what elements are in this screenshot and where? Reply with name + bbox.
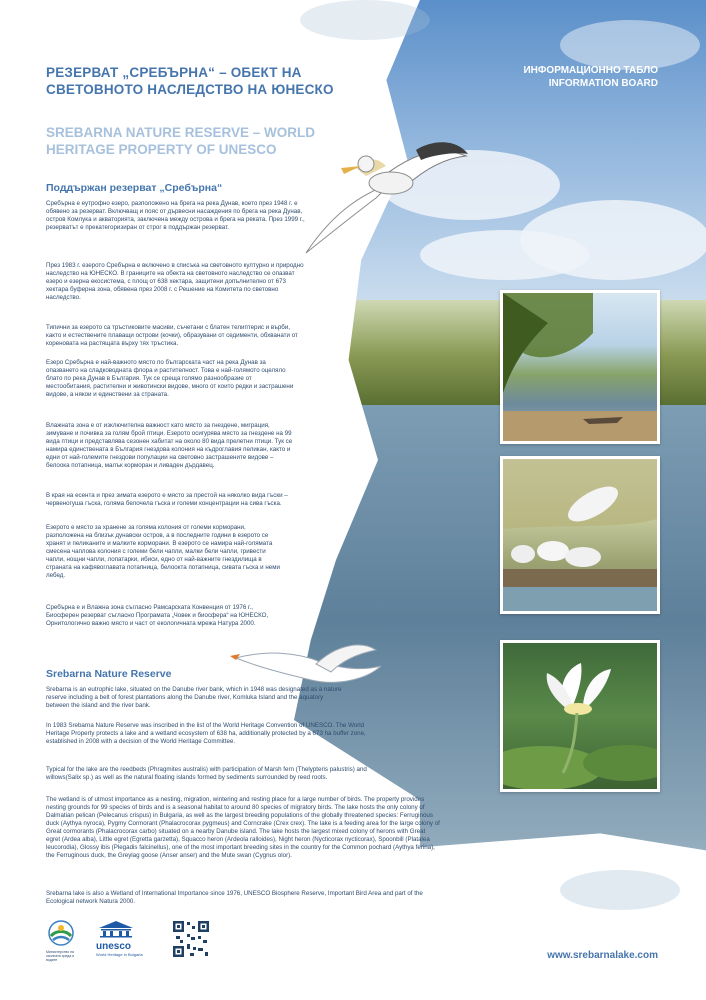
water-lily-drawing (503, 643, 657, 789)
website-url[interactable]: www.srebarnalake.com (547, 950, 658, 961)
en-paragraph: Srebarna lake is also a Wetland of International Importance since 1976, UNESCO Biosphere Reserve, Important Bird Area and part of the Ecological network Natura 2000. (46, 890, 423, 905)
ministry-emblem-icon (46, 920, 76, 946)
unesco-temple-icon (96, 920, 136, 938)
photo-lake-boat (500, 290, 660, 444)
ministry-label: Министерство на околната среда и водите (46, 950, 75, 962)
title-english: SREBARNA NATURE RESERVE – WORLD HERITAGE PROPERTY OF UNESCO (46, 125, 316, 157)
watercolor-splash (560, 870, 680, 910)
information-board-label (523, 64, 658, 90)
watercolor-splash (300, 0, 430, 40)
info-label-en: INFORMATION BOARD (548, 78, 658, 89)
cloud (560, 20, 700, 70)
bg-paragraph: В края на есента и през зимата езерото е място за престой на няколко вида гъски – червеногуша гъска, голяма белочела гъска и големи концентрации на сива гъска. (46, 492, 288, 507)
ministry-logo (46, 920, 86, 962)
bg-paragraph: Влажната зона е от изключителна важност като място за гнездене, миграция, зимуване и почивка за голям брой птици. Езерото осигурява място за гнездене на 99 вида птици и представлява сезонен хабитат на около 80 вида прелетни птици. Тук се намира единствената в България гнездова колония на къдроглавия пеликан, както и едни от най-големите гнездови популации на световно застрашените видове – белоока потапница, малък корморан и ливаден дърдавец. (46, 422, 293, 469)
pelicans-drawing (503, 459, 657, 611)
bg-paragraph: Сребърна е еутрофно езеро, разположено на брега на река Дунав, което през 1948 г. е обявено за резерват. Включващ и пояс от дървесни насаждения по брега на река Дунав, остров Комлука и акваторията, заключена между острова и брега на реката. През 1999 г., резерватът е прекатегоризиран от строг в поддържан резерват. (46, 200, 305, 231)
unesco-wordmark: unesco (96, 941, 132, 952)
photo-water-lily (500, 640, 660, 792)
bg-paragraph: Езеро Сребърна е най-важното място по българската част на река Дунав за опазването на сладководната флора и растителност. Това е най-голямото оцеляло блато по река Дунав в България. Тук се среща голямо разнообразие от местообитания, растителни и животински видове, много от които редки и застрашени видове, а някои и единствени за страната. (46, 359, 294, 398)
bg-paragraph: Типични за езерото са тръстиковите масиви, съчетани с блатен телиптерис и върби, както и естествените плаващи острови (кочки), образувани от седименти, обхванати от кореновата на растящата върху тях тръстика. (46, 324, 298, 347)
unesco-logo (96, 920, 166, 958)
en-paragraph: The wetland is of utmost importance as a nesting, migration, wintering and resting place for a large number of birds. The property provides nesting grounds for 99 species of birds and is a seasonal habitat to around 80 species of migratory birds. The lake hosts the only colony of Dalmatian pelican (Pelecanus crispus) in Bulgaria, as well as the largest breeding populations of the globally threatened species: Ferruginous duck (Aythya nyroca), Pygmy Cormorant (Phalacrocorax pygmeus) and Corncrake (Crex crex). The lake is a feeding area for the large colony of Great cormorants (Phalacrocorax carbo) situated on a nearby Danube island. The lake hosts the largest mixed colony of herons with Great egret (Ardea alba), Little egret (Egretta garzetta), Squacco heron (Ardeola ralloides), Night heron (Nycticorax nycticorax), Spoonbill (Platalea leucorodia), Glossy ibis (Plegadis falcinellus), one of the most important breeding sites in the country for the Common pochard (Aythya ferina), the Ferruginous duck, the Greylag goose (Anser anser) and the Mute swan (Cygnus olor). (46, 796, 440, 859)
bg-paragraph: Сребърна е и Влажна зона съгласно Рамсарската Конвенция от 1976 г., Биосферен резерват съгласно Програмата „Човек и биосфера“ на ЮНЕСКО, Орнитологично важно място и част от екологичната мрежа Натура 2000. (46, 604, 269, 627)
info-label-bg: ИНФОРМАЦИОННО ТАБЛО (523, 65, 658, 76)
en-section-heading: Srebarna Nature Reserve (46, 668, 172, 680)
unesco-subtitle: World Heritage in Bulgaria (96, 952, 143, 957)
bg-paragraph: Езерото е място за хранене за голяма колония от големи корморани, разположена на близък дунавски остров, а в последните години в езерото се хранят и пеликаните и малките корморани. В езерото се намира най-голямата смесена чаплова колония с големи бели чапли, малки бели чапли, гривести чапли, нощни чапли, лопатарки, ибиси, едно от най-важните гнездилища в страната на кафявоглавата потапница, белоокта потапница, сивата гъска и неми лебед. (46, 524, 280, 579)
en-paragraph: Srebarna is an eutrophic lake, situated on the Danube river bank, which in 1948 was designated as a nature reserve including a belt of forest plantations along the Danube river, Komluka Island and the aquatory between the island and the river bank. (46, 686, 342, 709)
en-paragraph: In 1983 Srebarna Nature Reserve was inscribed in the list of the World Heritage Convention of UNESCO. The World Heritage Property protects a lake and a wetland ecosystem of 638 ha, additionally protected by a 673 ha buffer zone, established in 2008 with a decision of the World Heritage Committee. (46, 722, 366, 745)
title-bulgarian: РЕЗЕРВАТ „СРЕБЪРНА“ – ОБЕКТ НА СВЕТОВНОТО НАСЛЕДСТВО НА ЮНЕСКО (46, 65, 334, 97)
qr-code-icon[interactable] (172, 920, 210, 958)
photo-pelicans (500, 456, 660, 614)
bg-section-heading: Поддържан резерват „Сребърна“ (46, 182, 223, 194)
en-paragraph: Typical for the lake are the reedbeds (Phragmites australis) with participation of Marsh fern (Thelypteris palustris) and willows(Salix sp.) as well as the natural floating islands formed by sediments surrounded by reed roots. (46, 766, 367, 781)
lake-scene-drawing (503, 293, 657, 441)
bg-paragraph: През 1983 г. езерото Сребърна е включено в списъка на световното културно и природно наследство на ЮНЕСКО. В границите на обекта на световното наследство се опазват езеро и езерна екосистема, с площ от 638 хектара, защитени допълнително от 673 хектара буферна зона, обявена през 2008 г. с Решение на Комитета по световно наследство. (46, 262, 304, 301)
